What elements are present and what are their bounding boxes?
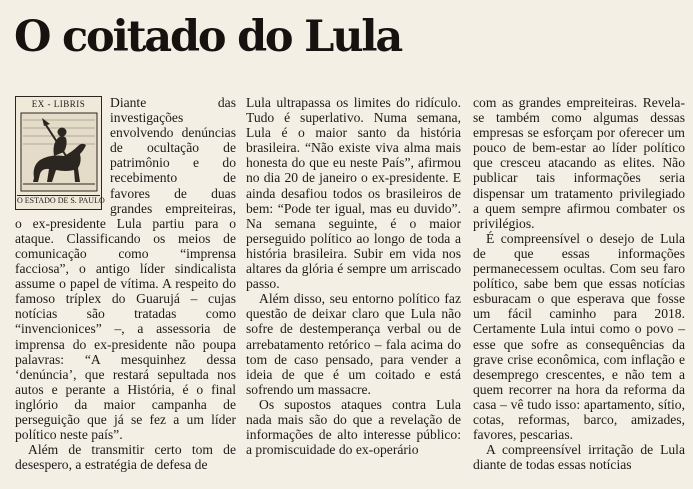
paragraph: Além disso, seu entorno político faz questão de deixar claro que Lula não sofre de destemperança verbal ou de arrebatamento retórico – fala acima do tom de caso pensado, para vender a ideia de que é um coitado e está sofrendo um massacre. [246,291,461,397]
paragraph: Os supostos ataques contra Lula nada mais são do que a revelação de informações de alto interesse público: a promiscuidade do ex-operário [246,396,461,458]
paragraph: com as grandes empreiteiras. Revela-se também como algumas dessas empresas se esforçam por oferecer um pouco de bem-estar ao líder político que cresceu atacando as elites. Não publicar tais informações seria dispensar um tratamento privilegiado a quem sempre afirmou combater os privilégios. [473,95,685,231]
article-column-2 [246,95,461,457]
article-column-1 [15,95,236,472]
ex-libris-logo [15,96,105,210]
article-column-3 [473,95,685,472]
ex-libris-logo-title: EX - LIBRIS [31,99,86,109]
paragraph: Diante das investigações envolvendo denúncias de ocultação de patrimônio e do recebimento de favores de duas grandes empreiteiras, o ex-presidente Lula partiu para o ataque. Classificando os meios de comunicação como “imprensa facciosa”, o antigo líder sindicalista assume o papel de vítima. A respeito do famoso tríplex do Guarujá – cujas notícias são tratadas como “invencionices” –, a assessoria de imprensa do ex-presidente não poupa palavras: “A mesquinhez dessa ‘denúncia’, que restará sepultada nos autos e perante a História, é o final inglório da maior campanha de perseguição que já se fez a um líder político neste país”. [15,95,236,443]
ex-libris-logo-seal: O ESTADO DE S. PAULO [17,196,105,205]
paragraph: Lula ultrapassa os limites do ridículo. Tudo é superlativo. Numa semana, Lula é o maior santo da história brasileira. “Não existe viva alma mais honesta do que eu neste País”, afirmou no dia 20 de janeiro o ex-presidente. E ainda desafiou todos os brasileiros de bem: “Pode ter igual, mas eu duvido”. Na semana seguinte, é o maior perseguido político ao longo de toda a história brasileira. Subir em vida nos altares da glória é sempre um arriscado passo. [246,95,461,292]
paragraph: É compreensível o desejo de Lula de que essas informações permanecessem ocultas. Com seu faro político, sabe bem que essas notícias esburacam o que esperava que fosse um fácil caminho para 2018. Certamente Lula intui como o povo – esse que sofre as consequências da grave crise econômica, com inflação e desemprego crescentes, e não tem a quem recorrer na hora da reforma da casa – vê tudo isso: apartamento, sítio, cotas, reformas, barco, amizades, favores, pescarias. [473,230,685,443]
paragraph: Além de transmitir certo tom de desespero, a estratégia de defesa de [15,442,236,473]
headline: O coitado do Lula [14,12,402,62]
paragraph: A compreensível irritação de Lula diante de todas essas notícias [473,442,685,473]
knight-on-horse-illustration [20,112,98,192]
